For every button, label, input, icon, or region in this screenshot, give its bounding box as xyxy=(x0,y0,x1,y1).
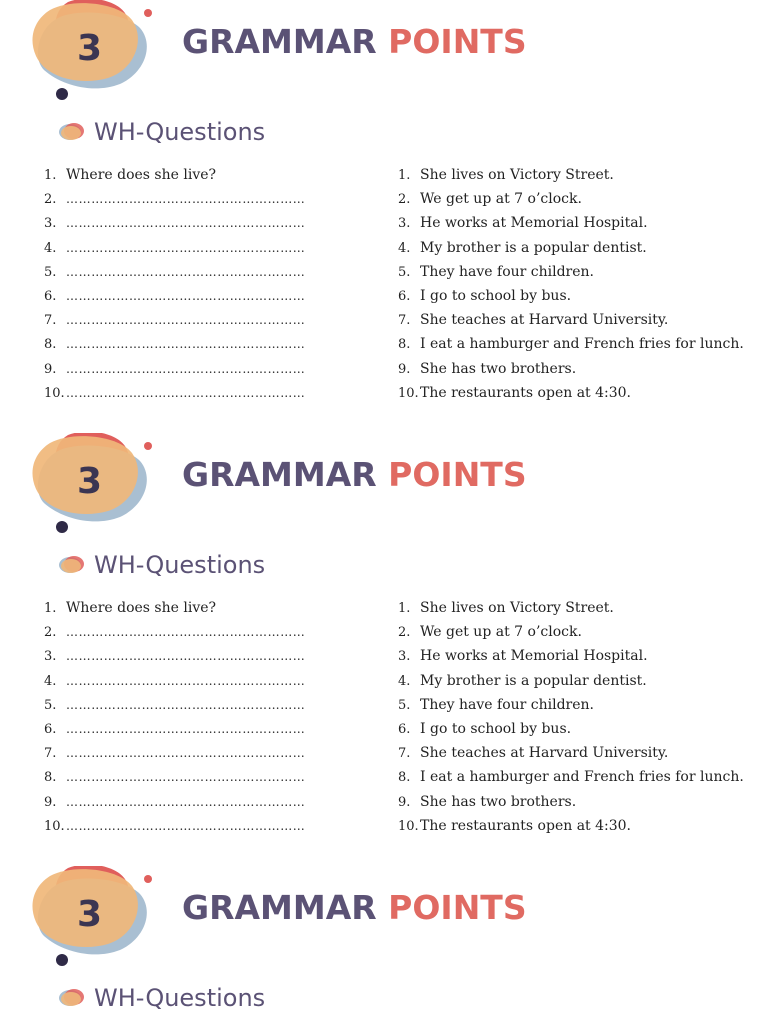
list-item: 1. Where does she live? xyxy=(44,167,217,183)
list-item[interactable]: 10.………………………………………………… xyxy=(44,818,306,834)
mini-blob-icon xyxy=(58,121,86,143)
list-item[interactable]: 9. ………………………………………………… xyxy=(44,794,306,810)
list-item: 10.The restaurants open at 4:30. xyxy=(398,384,632,401)
list-item: 5. They have four children. xyxy=(398,696,594,713)
list-item[interactable]: 2. ………………………………………………… xyxy=(44,625,306,641)
list-item[interactable]: 8. ………………………………………………… xyxy=(44,770,306,786)
list-item[interactable]: 10.………………………………………………… xyxy=(44,385,306,401)
list-item: 9. She has two brothers. xyxy=(398,793,577,810)
list-item: 3. He works at Memorial Hospital. xyxy=(398,648,648,665)
questions-list xyxy=(44,163,374,405)
list-item: 7. She teaches at Harvard University. xyxy=(398,312,669,329)
list-item: 8. I eat a hamburger and French fries for lunch. xyxy=(398,336,744,353)
list-item[interactable]: 4. ………………………………………………… xyxy=(44,673,306,689)
page-title xyxy=(182,22,527,62)
list-item: 1. Where does she live? xyxy=(44,600,217,616)
list-item[interactable]: 3. ………………………………………………… xyxy=(44,649,306,665)
answers-list xyxy=(398,163,758,405)
number-badge-icon xyxy=(28,433,158,538)
worksheet-block-2 xyxy=(0,433,768,866)
number-badge-icon xyxy=(28,866,158,971)
list-item[interactable]: 4. ………………………………………………… xyxy=(44,240,306,256)
list-item[interactable]: 7. ………………………………………………… xyxy=(44,746,306,762)
answers-list xyxy=(398,596,758,838)
list-item: 10.The restaurants open at 4:30. xyxy=(398,817,632,834)
list-item[interactable]: 3. ………………………………………………… xyxy=(44,216,306,232)
mini-blob-icon xyxy=(58,554,86,576)
mini-blob-icon xyxy=(58,987,86,1009)
page-title xyxy=(182,455,527,495)
title-word-points: POINTS xyxy=(388,455,527,494)
badge-number: 3 xyxy=(77,28,103,69)
list-item: 6. I go to school by bus. xyxy=(398,720,572,737)
list-item: 6. I go to school by bus. xyxy=(398,287,572,304)
list-item: 2. We get up at 7 o’clock. xyxy=(398,191,582,208)
worksheet-block-1 xyxy=(0,0,768,433)
list-item[interactable]: 9. ………………………………………………… xyxy=(44,361,306,377)
subheading-label: WH-Questions xyxy=(94,984,266,1012)
title-word-grammar: GRAMMAR xyxy=(182,455,377,494)
list-item: 2. We get up at 7 o’clock. xyxy=(398,624,582,641)
list-item[interactable]: 8. ………………………………………………… xyxy=(44,337,306,353)
list-item[interactable]: 2. ………………………………………………… xyxy=(44,192,306,208)
questions-list xyxy=(44,596,374,838)
list-item[interactable]: 6. ………………………………………………… xyxy=(44,288,306,304)
list-item: 9. She has two brothers. xyxy=(398,360,577,377)
list-item[interactable]: 5. ………………………………………………… xyxy=(44,697,306,713)
list-item: 1. She lives on Victory Street. xyxy=(398,167,614,183)
list-item[interactable]: 5. ………………………………………………… xyxy=(44,264,306,280)
title-word-points: POINTS xyxy=(388,888,527,927)
title-word-grammar: GRAMMAR xyxy=(182,22,377,61)
list-item: 8. I eat a hamburger and French fries for lunch. xyxy=(398,769,744,786)
section-subheading xyxy=(58,982,265,1014)
badge-number: 3 xyxy=(77,461,103,502)
number-badge-icon xyxy=(28,0,158,105)
list-item[interactable]: 6. ………………………………………………… xyxy=(44,721,306,737)
page-title xyxy=(182,888,527,928)
list-item[interactable]: 7. ………………………………………………… xyxy=(44,313,306,329)
worksheet-block-3 xyxy=(0,866,768,1024)
list-item: 3. He works at Memorial Hospital. xyxy=(398,215,648,232)
list-item: 1. She lives on Victory Street. xyxy=(398,600,614,616)
title-word-grammar: GRAMMAR xyxy=(182,888,377,927)
list-item: 4. My brother is a popular dentist. xyxy=(398,239,647,256)
badge-number: 3 xyxy=(77,894,103,935)
list-item: 7. She teaches at Harvard University. xyxy=(398,745,669,762)
list-item: 4. My brother is a popular dentist. xyxy=(398,672,647,689)
section-subheading xyxy=(58,116,265,148)
section-subheading xyxy=(58,549,265,581)
title-word-points: POINTS xyxy=(388,22,527,61)
list-item: 5. They have four children. xyxy=(398,263,594,280)
subheading-label: WH-Questions xyxy=(94,551,266,579)
subheading-label: WH-Questions xyxy=(94,118,266,146)
